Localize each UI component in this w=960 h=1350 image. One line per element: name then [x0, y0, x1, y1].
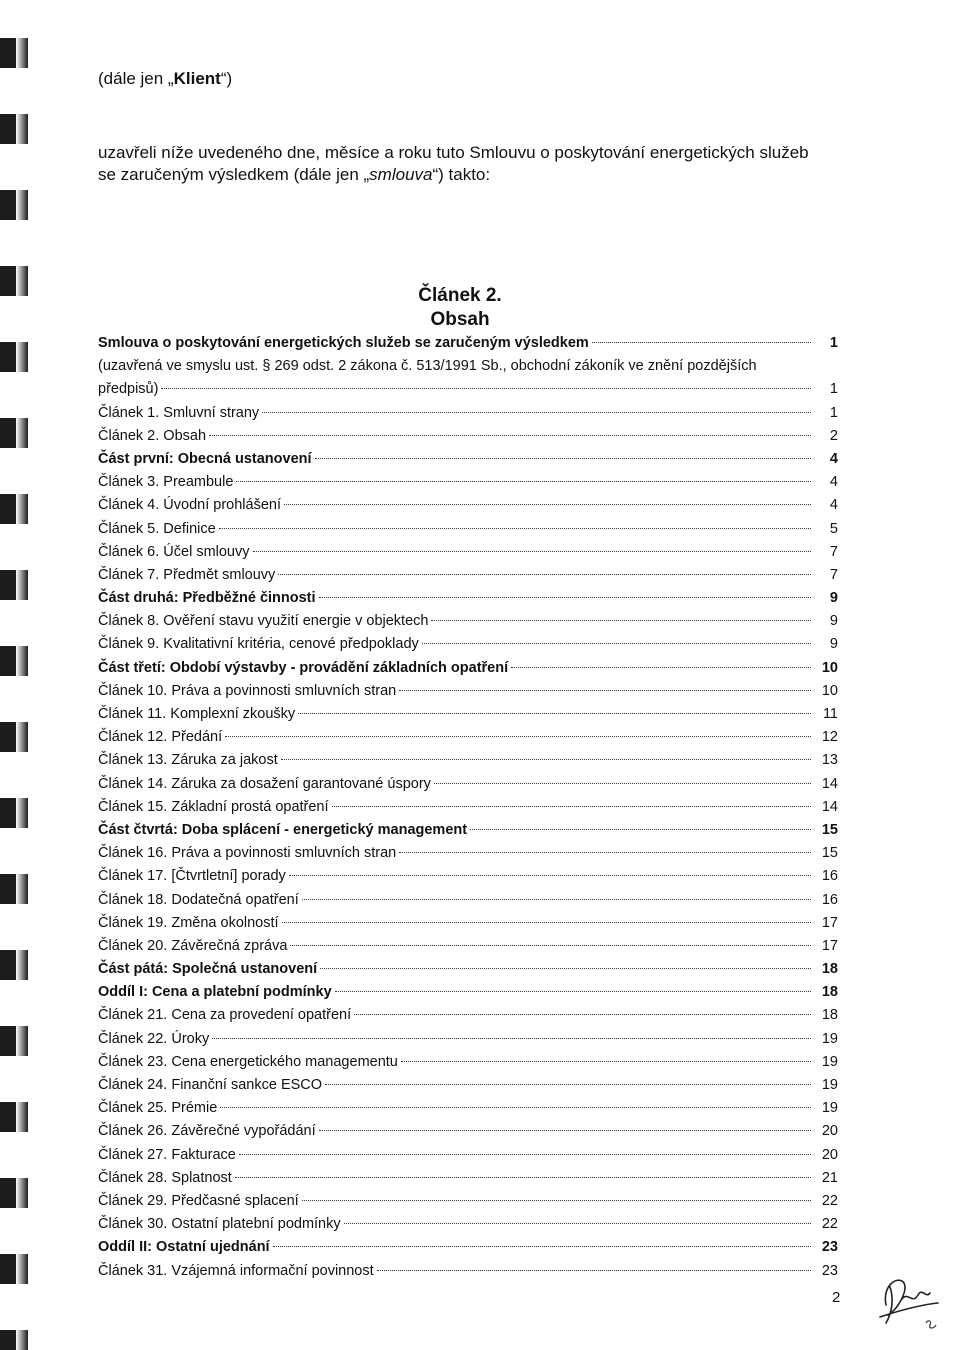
toc-dot-leader — [319, 1130, 811, 1131]
toc-entry-text: Oddíl I: Cena a platební podmínky — [98, 984, 332, 1001]
toc-entry — [98, 706, 838, 729]
toc-entry — [98, 1100, 838, 1123]
toc-dot-leader — [470, 829, 811, 830]
toc-entry — [98, 915, 838, 938]
toc-entry-text: Článek 30. Ostatní platební podmínky — [98, 1216, 341, 1233]
toc-dot-leader — [219, 528, 811, 529]
toc-entry — [98, 613, 838, 636]
toc-entry — [98, 776, 838, 799]
toc-page-number: 4 — [829, 450, 838, 467]
toc-entry-text: Článek 6. Účel smlouvy — [98, 543, 250, 560]
toc-dot-leader — [431, 620, 811, 621]
toc-entry-text: Část třetí: Období výstavby - provádění základních opatření — [98, 659, 509, 676]
toc-entry-text: Článek 27. Fakturace — [98, 1146, 236, 1163]
toc-entry-text: Článek 17. [Čtvrtletní] porady — [98, 868, 286, 885]
toc-entry-text: Článek 20. Závěrečná zpráva — [98, 937, 288, 954]
toc-dot-leader — [315, 458, 811, 459]
toc-entry — [98, 405, 838, 428]
toc-entry — [98, 1123, 838, 1146]
toc-entry — [98, 984, 838, 1007]
toc-entry — [98, 636, 838, 659]
toc-page-number: 16 — [821, 868, 838, 885]
toc-page-number: 5 — [829, 520, 838, 537]
toc-page-number: 18 — [821, 984, 838, 1001]
toc-dot-leader — [434, 783, 811, 784]
toc-entry-text: Článek 2. Obsah — [98, 427, 207, 444]
toc-entry-text: Článek 21. Cena za provedení opatření — [98, 1007, 352, 1024]
toc-dot-leader — [332, 806, 811, 807]
toc-dot-leader — [401, 1061, 811, 1062]
toc-page-number: 17 — [821, 937, 838, 954]
toc-entry-text: Článek 9. Kvalitativní kritéria, cenové předpoklady — [98, 636, 419, 653]
toc-dot-leader — [236, 481, 811, 482]
toc-entry — [98, 1170, 838, 1193]
toc-page-number: 4 — [829, 497, 838, 514]
toc-page-number: 22 — [821, 1192, 838, 1209]
table-of-contents — [98, 335, 838, 1286]
toc-entry-text: Článek 15. Základní prostá opatření — [98, 798, 329, 815]
handwritten-signature — [868, 1265, 948, 1340]
toc-dot-leader — [253, 551, 812, 552]
toc-entry-text: Článek 31. Vzájemná informační povinnost — [98, 1262, 374, 1279]
toc-page-number: 19 — [821, 1077, 838, 1093]
toc-entry — [98, 938, 838, 961]
toc-entry — [98, 1147, 838, 1170]
toc-dot-leader — [290, 945, 811, 946]
toc-page-number: 9 — [829, 613, 838, 630]
toc-entry — [98, 799, 838, 822]
toc-page-number: 18 — [821, 1007, 838, 1024]
toc-page-number: 19 — [821, 1030, 838, 1047]
toc-dot-leader — [377, 1270, 811, 1271]
toc-page-number: 23 — [821, 1262, 838, 1279]
toc-page-number: 2 — [829, 427, 838, 444]
toc-page-number: 16 — [821, 891, 838, 908]
toc-dot-leader — [511, 667, 811, 668]
toc-page-number: 9 — [829, 590, 838, 607]
toc-entry — [98, 544, 838, 567]
toc-entry — [98, 590, 838, 613]
toc-entry-text: Článek 5. Definice — [98, 520, 216, 537]
toc-entry-text: Část druhá: Předběžné činnosti — [98, 590, 316, 607]
toc-dot-leader — [289, 875, 811, 876]
toc-entry — [98, 428, 838, 451]
toc-entry-text: Článek 28. Splatnost — [98, 1169, 232, 1186]
toc-dot-leader — [592, 342, 811, 343]
toc-page-number: 14 — [821, 775, 838, 792]
toc-page-number: 1 — [829, 404, 838, 421]
toc-entry-text: Článek 11. Komplexní zkoušky — [98, 706, 296, 722]
toc-entry — [98, 1239, 838, 1262]
toc-entry — [98, 822, 838, 845]
toc-entry — [98, 868, 838, 891]
toc-entry — [98, 335, 838, 358]
toc-entry-text: Článek 4. Úvodní prohlášení — [98, 497, 281, 514]
toc-page-number: 1 — [829, 381, 838, 398]
toc-entry — [98, 1077, 838, 1100]
toc-dot-leader — [302, 1200, 811, 1201]
toc-entry-text: Část první: Obecná ustanovení — [98, 450, 312, 467]
toc-entry-text: Článek 29. Předčasné splacení — [98, 1192, 299, 1209]
client-term: Klient — [173, 69, 221, 88]
toc-dot-leader — [161, 388, 811, 389]
toc-page-number: 17 — [821, 914, 838, 931]
toc-entry-text: Článek 7. Předmět smlouvy — [98, 566, 276, 583]
toc-page-number: 7 — [829, 566, 838, 583]
toc-entry — [98, 451, 838, 474]
toc-entry-text: (uzavřená ve smyslu ust. § 269 odst. 2 zákona č. 513/1991 Sb., obchodní zákoník ve znění pozdějších — [98, 358, 757, 375]
toc-page-number: 20 — [821, 1123, 838, 1140]
toc-entry-text: Část čtvrtá: Doba splácení - energetický management — [98, 821, 468, 838]
article-title: Obsah — [430, 309, 490, 330]
toc-entry — [98, 752, 838, 775]
toc-entry — [98, 961, 838, 984]
toc-entry — [98, 381, 838, 404]
contract-term: smlouva — [369, 165, 433, 184]
toc-page-number: 12 — [821, 729, 838, 746]
toc-dot-leader — [298, 713, 811, 714]
toc-entry — [98, 729, 838, 752]
toc-page-number: 19 — [821, 1100, 838, 1117]
toc-page-number: 10 — [821, 682, 838, 699]
toc-entry-text: Článek 25. Prémie — [98, 1100, 218, 1117]
toc-entry — [98, 1031, 838, 1054]
toc-entry — [98, 474, 838, 497]
client-definition: (dále jen „Klient“) — [98, 69, 233, 88]
toc-dot-leader — [282, 922, 811, 923]
toc-entry — [98, 660, 838, 683]
toc-dot-leader — [320, 968, 811, 969]
toc-page-number: 14 — [821, 798, 838, 815]
toc-dot-leader — [262, 412, 811, 413]
toc-entry-text: Článek 23. Cena energetického managementu — [98, 1053, 398, 1070]
page-number: 2 — [832, 1289, 841, 1306]
toc-dot-leader — [344, 1223, 811, 1224]
toc-page-number: 22 — [821, 1216, 838, 1233]
toc-page-number: 7 — [829, 543, 838, 560]
toc-dot-leader — [354, 1014, 811, 1015]
toc-dot-leader — [273, 1246, 811, 1247]
toc-entry-text: Smlouva o poskytování energetických služeb se zaručeným výsledkem — [98, 335, 589, 351]
toc-dot-leader — [335, 991, 811, 992]
toc-entry-text: Článek 13. Záruka za jakost — [98, 752, 278, 769]
toc-page-number: 15 — [821, 821, 838, 838]
toc-dot-leader — [281, 759, 811, 760]
toc-entry-text: Část pátá: Společná ustanovení — [98, 961, 318, 978]
toc-dot-leader — [212, 1038, 811, 1039]
toc-dot-leader — [399, 690, 811, 691]
toc-entry-text: Článek 24. Finanční sankce ESCO — [98, 1077, 323, 1093]
toc-page-number: 20 — [821, 1146, 838, 1163]
toc-page-number: 23 — [821, 1239, 838, 1256]
toc-dot-leader — [209, 435, 811, 436]
toc-page-number: 15 — [821, 845, 838, 862]
intro-line-1: uzavřeli níže uvedeného dne, měsíce a roku tuto Smlouvu o poskytování energetických služeb — [98, 143, 809, 162]
toc-entry — [98, 1007, 838, 1030]
toc-dot-leader — [220, 1107, 811, 1108]
toc-entry — [98, 892, 838, 915]
toc-entry — [98, 1216, 838, 1239]
toc-page-number: 10 — [821, 659, 838, 676]
toc-dot-leader — [278, 574, 811, 575]
toc-dot-leader — [325, 1084, 811, 1085]
toc-page-number: 13 — [821, 752, 838, 769]
article-number: Článek 2. — [418, 285, 502, 306]
toc-dot-leader — [225, 736, 811, 737]
toc-entry-text: Článek 10. Práva a povinnosti smluvních stran — [98, 682, 397, 699]
toc-entry-text: Článek 18. Dodatečná opatření — [98, 891, 299, 908]
toc-entry-text: Článek 8. Ověření stavu využití energie v objektech — [98, 613, 429, 630]
toc-page-number: 19 — [821, 1053, 838, 1070]
toc-entry-text: Článek 1. Smluvní strany — [98, 404, 260, 421]
toc-entry-text: Oddíl II: Ostatní ujednání — [98, 1239, 270, 1256]
toc-entry-text: Článek 3. Preambule — [98, 474, 234, 491]
toc-entry-text: Článek 26. Závěrečné vypořádání — [98, 1123, 316, 1140]
toc-entry-text: Článek 22. Úroky — [98, 1030, 210, 1047]
toc-entry — [98, 567, 838, 590]
toc-entry — [98, 1263, 838, 1286]
toc-entry-text: Článek 12. Předání — [98, 729, 223, 746]
toc-dot-leader — [422, 643, 811, 644]
toc-entry — [98, 683, 838, 706]
toc-entry-text: předpisů) — [98, 381, 159, 398]
toc-entry — [98, 1193, 838, 1216]
toc-dot-leader — [239, 1154, 811, 1155]
toc-entry — [98, 1054, 838, 1077]
toc-dot-leader — [302, 899, 811, 900]
toc-entry-text: Článek 14. Záruka za dosažení garantované úspory — [98, 775, 431, 792]
toc-entry-text: Článek 19. Změna okolností — [98, 914, 279, 931]
toc-page-number: 21 — [821, 1169, 838, 1186]
toc-entry — [98, 521, 838, 544]
toc-page-number: 11 — [822, 706, 838, 722]
toc-dot-leader — [399, 852, 811, 853]
agreement-intro-paragraph: uzavřeli níže uvedeného dne, měsíce a roku tuto Smlouvu o poskytování energetických služeb se zaručeným výsledkem (dále jen „smlouva“) takto: — [98, 143, 809, 184]
toc-entry-text: Článek 16. Práva a povinnosti smluvních stran — [98, 845, 397, 862]
toc-entry — [98, 497, 838, 520]
toc-page-number: 1 — [829, 335, 838, 351]
toc-dot-leader — [284, 504, 811, 505]
toc-dot-leader — [235, 1177, 811, 1178]
toc-dot-leader — [319, 597, 811, 598]
toc-page-number: 18 — [821, 961, 838, 978]
scan-binding-edge — [0, 0, 28, 1350]
toc-page-number: 4 — [829, 474, 838, 491]
toc-entry — [98, 845, 838, 868]
toc-page-number: 9 — [829, 636, 838, 653]
